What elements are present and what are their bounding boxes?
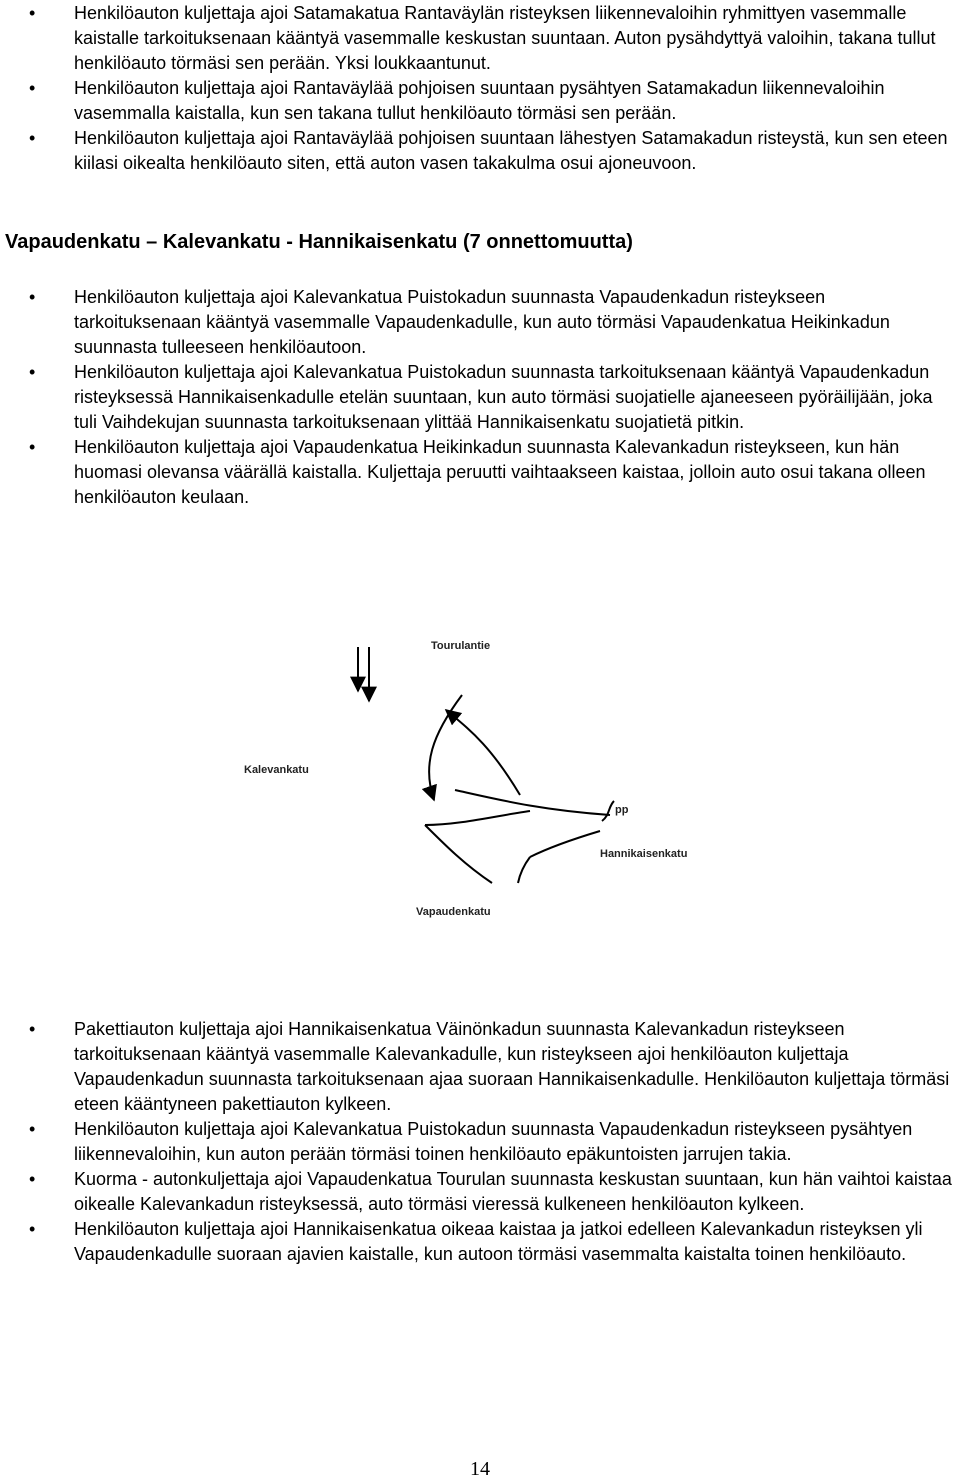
list-item: • Henkilöauton kuljettaja ajoi Vapaudenkatua Heikinkadun suunnasta Kalevankadun risteykseen, kun hän huomasi olevansa väärällä kaistalla. Kuljettaja peruutti vaihtaakseen kaistaa, jolloin auto osui takana olleen henkilöauton keulaan. (0, 435, 955, 510)
curb-line-right (530, 831, 600, 857)
label-vapaudenkatu: Vapaudenkatu (416, 906, 491, 918)
accident-list-satamakatu (0, 1, 955, 176)
label-pp: pp (615, 804, 629, 816)
list-item: • Henkilöauton kuljettaja ajoi Hannikaisenkatua oikeaa kaistaa ja jatkoi edelleen Kalevankadun risteyksen yli Vapaudenkadulle suoraan ajavien kaistalle, kun autoon törmäsi vasemmalta kaistalta toinen henkilöauto. (0, 1217, 955, 1267)
list-item: • Henkilöauton kuljettaja ajoi Satamakatua Rantaväylän risteyksen liikennevaloihin ryhmittyen vasemmalle kaistalle tarkoituksenaan kääntyä vasemmalle keskustan suuntaan. Auton pysähdyttyä valoihin, takana tullut henkilöauto törmäsi sen perään. Yksi loukkaantunut. (0, 1, 955, 76)
curb-line-right-lower (518, 857, 530, 883)
section-heading: Vapaudenkatu – Kalevankatu - Hannikaisenkatu (7 onnettomuutta) (5, 231, 633, 253)
label-tourulantie: Tourulantie (431, 640, 491, 652)
curb-line-middle (425, 811, 530, 825)
page-number: 14 (470, 1458, 490, 1480)
curb-line-lower (425, 825, 492, 883)
accident-list-vapaudenkatu (0, 285, 955, 510)
list-item: • Henkilöauton kuljettaja ajoi Rantaväylää pohjoisen suuntaan pysähtyen Satamakadun liikennevaloihin vasemmalla kaistalla, kun sen takana tullut henkilöauto törmäsi sen perään. (0, 76, 955, 126)
label-kalevankatu: Kalevankatu (244, 764, 309, 776)
accident-list-hannikaisenkatu (0, 1017, 955, 1267)
list-item: • Henkilöauton kuljettaja ajoi Kalevankatua Puistokadun suunnasta tarkoituksenaan kääntyä Vapaudenkadun risteyksessä Hannikaisenkadulle etelän suuntaan, kun auto törmäsi suojatielle ajaneeseen pyöräilijään, joka tuli Vaihdekujan suunnasta tarkoituksenaan ylittää Hannikaisenkatu suojatietä pitkin. (0, 360, 955, 435)
curb-line-upper (455, 790, 610, 815)
list-item: • Henkilöauton kuljettaja ajoi Kalevankatua Puistokadun suunnasta Vapaudenkadun risteykseen tarkoituksenaan kääntyä vasemmalle Vapaudenkadulle, kun auto törmäsi Vapaudenkatua Heikinkadun suunnasta tulleeseen henkilöautoon. (0, 285, 955, 360)
list-item: • Kuorma - autonkuljettaja ajoi Vapaudenkatua Tourulan suunnasta keskustan suuntaan, kun hän vaihtoi kaistaa oikealle Kalevankadun risteyksessä, auto törmäsi vieressä kulkeneen henkilöauton kylkeen. (0, 1167, 955, 1217)
curb-pp-tick (602, 801, 614, 821)
list-item: • Henkilöauton kuljettaja ajoi Rantaväylää pohjoisen suuntaan lähestyen Satamakadun risteystä, kun sen eteen kiilasi oikealta henkilöauto siten, että auton vasen takakulma osui ajoneuvoon. (0, 126, 955, 176)
arrow-curve-up (446, 710, 520, 795)
list-item: • Pakettiauton kuljettaja ajoi Hannikaisenkatua Väinönkadun suunnasta Kalevankadun risteykseen tarkoituksenaan kääntyä vasemmalle Kalevankadulle, kun risteykseen ajoi henkilöauton kuljettaja Vapaudenkadun suunnasta tarkoituksenaan ajaa suoraan Hannikaisenkadulle. Henkilöauton kuljettaja törmäsi eteen kääntyneen pakettiauton kylkeen. (0, 1017, 955, 1117)
list-item: • Henkilöauton kuljettaja ajoi Kalevankatua Puistokadun suunnasta Vapaudenkadun risteykseen pysähtyen liikennevaloihin, kun auton perään törmäsi toinen henkilöauto epäkuntoisten jarrujen takia. (0, 1117, 955, 1167)
label-hannikaisenkatu: Hannikaisenkatu (600, 848, 688, 860)
intersection-diagram (200, 625, 760, 935)
